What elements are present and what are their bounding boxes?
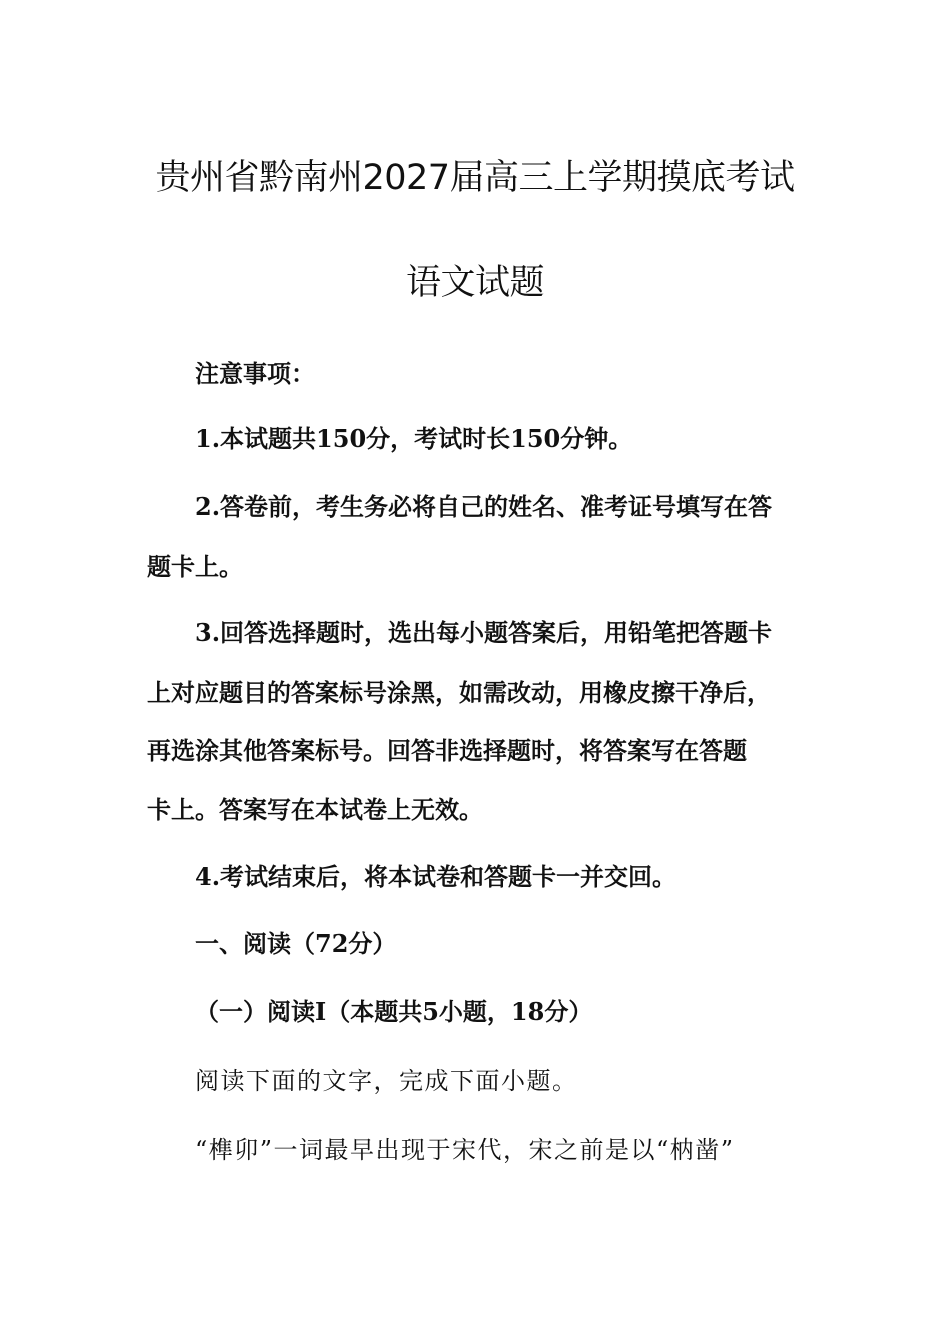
reading-instruction: 阅读下面的文字，完成下面小题。 [195, 1067, 578, 1095]
exam-subtitle: 语文试题 [405, 263, 544, 303]
notice-item-3-line-1: 3.回答选择题时，选出每小题答案后，用铅笔把答题卡 [195, 618, 773, 647]
notice-item-2-line-2: 题卡上。 [147, 552, 243, 581]
subsection-heading: （一）阅读Ⅰ（本题共5小题，18分） [195, 997, 593, 1026]
passage-line-1: “榫卯”一词最早出现于宋代，宋之前是以“枘凿” [195, 1136, 735, 1164]
notice-item-4: 4.考试结束后，将本试卷和答题卡一并交回。 [195, 862, 677, 891]
section-heading: 一、阅读（72分） [195, 929, 397, 958]
notice-item-3-line-3: 再选涂其他答案标号。回答非选择题时，将答案写在答题 [147, 736, 747, 765]
notice-item-1: 1.本试题共150分，考试时长150分钟。 [195, 424, 633, 453]
notice-item-2-line-1: 2.答卷前，考生务必将自己的姓名、准考证号填写在答 [195, 492, 773, 521]
notice-heading: 注意事项： [195, 359, 315, 388]
notice-item-3-line-4: 卡上。答案写在本试卷上无效。 [147, 795, 483, 824]
exam-title: 贵州省黔南州2027届高三上学期摸底考试 [155, 158, 795, 198]
notice-item-3-line-2: 上对应题目的答案标号涂黑，如需改动，用橡皮擦干净后， [147, 678, 771, 707]
